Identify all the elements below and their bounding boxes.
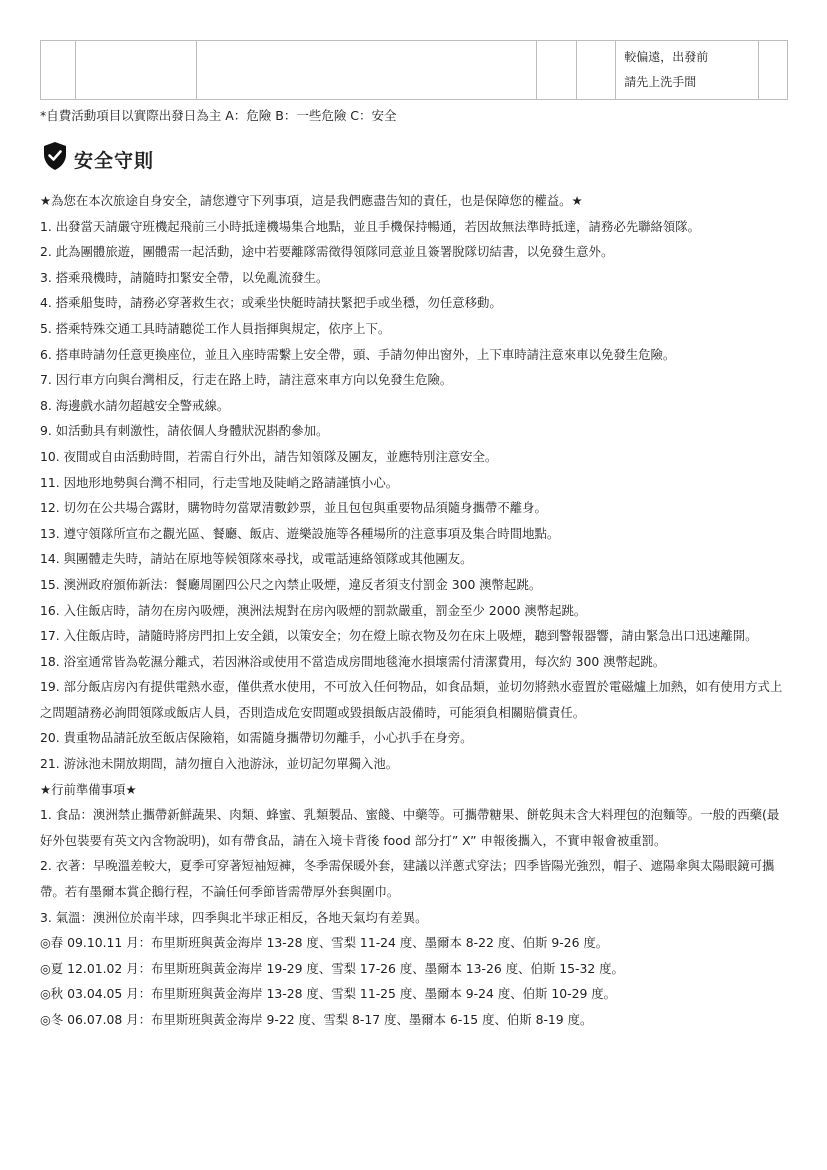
rule-item: 12. 切勿在公共場合露財，購物時勿當眾清數鈔票，並且包包與重要物品須隨身攜帶不離身。	[40, 500, 547, 516]
rule-item: 15. 澳洲政府頒佈新法：餐廳周圍四公尺之內禁止吸煙，違反者須支付罰金 300 澳幣起跳。	[40, 576, 542, 592]
table-cell	[76, 41, 197, 100]
climate-item: ◎春 09.10.11 月：布里斯班與黃金海岸 13-28 度、雪梨 11-24 度、墨爾本 8-22 度、伯斯 9-26 度。	[40, 935, 609, 951]
rule-item: 13. 遵守領隊所宣布之觀光區、餐廳、飯店、遊樂設施等各種場所的注意事項及集合時間地點。	[40, 525, 560, 541]
table-row	[41, 41, 788, 100]
rule-item: 3. 搭乘飛機時，請隨時扣緊安全帶，以免亂流發生。	[40, 269, 329, 285]
rule-item: 9. 如活動具有刺激性，請依個人身體狀況斟酌參加。	[40, 423, 329, 439]
rule-item: 14. 與團體走失時，請站在原地等候領隊來尋找，或電話連絡領隊或其他團友。	[40, 551, 473, 567]
prep-item: 2. 衣著：早晚溫差較大，夏季可穿著短袖短褲，冬季需保暖外套，建議以洋蔥式穿法；四季皆陽光強烈，帽子、遮陽傘與太陽眼鏡可攜帶。若有墨爾本賞企鵝行程，不論任何季節皆需帶厚外套與圍巾。	[40, 858, 775, 900]
rule-item: 18. 浴室通常皆為乾濕分離式，若因淋浴或使用不當造成房間地毯淹水損壞需付清潔費用，每次約 300 澳幣起跳。	[40, 653, 666, 669]
prep-item: 3. 氣溫：澳洲位於南半球，四季與北半球正相反，各地天氣均有差異。	[40, 909, 428, 925]
table-cell	[576, 41, 615, 100]
rule-item: 21. 游泳池未開放期間，請勿擅自入池游泳，並切記勿單獨入池。	[40, 756, 399, 772]
shield-check-icon	[42, 141, 68, 171]
rule-item: 19. 部分飯店房內有提供電熱水壺，僅供煮水使用，不可放入任何物品，如食品類，並切勿將熱水壺置於電磁爐上加熱，如有使用方式上之問題請務必詢問領隊或飯店人員，否則造成危安問題或毀損飯店設備時，可能須負相關賠償責任。	[40, 679, 783, 720]
rule-item: 11. 因地形地勢與台灣不相同，行走雪地及陡峭之路請謹慎小心。	[40, 474, 399, 490]
table-cell-remark	[616, 41, 759, 100]
rules-body	[40, 188, 790, 1033]
section-heading	[42, 138, 154, 173]
rule-item: 17. 入住飯店時，請隨時將房門扣上安全鎖，以策安全；勿在燈上晾衣物及勿在床上吸煙，聽到警報器響，請由緊急出口迅速離開。	[40, 628, 758, 644]
table-cell	[536, 41, 576, 100]
itinerary-table	[40, 40, 788, 100]
rule-item: 6. 搭車時請勿任意更換座位，並且入座時需繫上安全帶，頭、手請勿伸出窗外，上下車時請注意來車以免發生危險。	[40, 346, 676, 362]
rule-item: 5. 搭乘特殊交通工具時請聽從工作人員指揮與規定，依序上下。	[40, 320, 391, 336]
rule-item: 16. 入住飯店時，請勿在房內吸煙，澳洲法規對在房內吸煙的罰款嚴重，罰金至少 2000 澳幣起跳。	[40, 602, 587, 618]
rule-item: 10. 夜間或自由活動時間，若需自行外出，請告知領隊及團友，並應特別注意安全。	[40, 448, 498, 464]
remark-line: 較偏遠，出發前	[624, 50, 709, 64]
climate-item: ◎夏 12.01.02 月：布里斯班與黃金海岸 19-29 度、雪梨 17-26 度、墨爾本 13-26 度、伯斯 15-32 度。	[40, 960, 624, 976]
climate-item: ◎秋 03.04.05 月：布里斯班與黃金海岸 13-28 度、雪梨 11-25 度、墨爾本 9-24 度、伯斯 10-29 度。	[40, 986, 617, 1002]
rule-item: 8. 海邊戲水請勿超越安全警戒線。	[40, 397, 230, 413]
activity-note: *自費活動項目以實際出發日為主 A：危險 B：一些危險 C：安全	[40, 108, 397, 123]
table-cell	[759, 41, 788, 100]
intro-text: ★為您在本次旅途自身安全，請您遵守下列事項，這是我們應盡告知的責任，也是保障您的權益。★	[40, 193, 583, 208]
climate-item: ◎冬 06.07.08 月：布里斯班與黃金海岸 9-22 度、雪梨 8-17 度、墨爾本 6-15 度、伯斯 8-19 度。	[40, 1012, 593, 1027]
prep-item: 1. 食品：澳洲禁止攜帶新鮮蔬果、肉類、蜂蜜、乳類製品、蜜餞、中藥等。可攜帶糖果、餅乾與未含大料理包的泡麵等。一般的西藥(最好外包裝要有英文內含物說明)，如有帶食品，請在入境卡背後 food 部分打” X” 申報後攜入，不實申報會被重罰。	[40, 807, 780, 848]
section-title: 安全守則	[74, 150, 155, 172]
rule-item: 2. 此為團體旅遊，團體需一起活動，途中若要離隊需徵得領隊同意並且簽署脫隊切結書，以免發生意外。	[40, 244, 614, 260]
rule-item: 20. 貴重物品請託放至飯店保險箱，如需隨身攜帶切勿離手，小心扒手在身旁。	[40, 730, 473, 746]
table-cell	[41, 41, 76, 100]
remark-line: 請先上洗手間	[624, 75, 697, 89]
prep-title: ★行前準備事項★	[40, 781, 137, 797]
rule-item: 7. 因行車方向與台灣相反，行走在路上時，請注意來車方向以免發生危險。	[40, 372, 453, 388]
rule-item: 4. 搭乘船隻時，請務必穿著救生衣；或乘坐快艇時請扶緊把手或坐穩，勿任意移動。	[40, 295, 502, 311]
table-cell	[197, 41, 536, 100]
rule-item: 1. 出發當天請嚴守班機起飛前三小時抵達機場集合地點，並且手機保持暢通，若因故無法準時抵達，請務必先聯絡領隊。	[40, 218, 701, 234]
